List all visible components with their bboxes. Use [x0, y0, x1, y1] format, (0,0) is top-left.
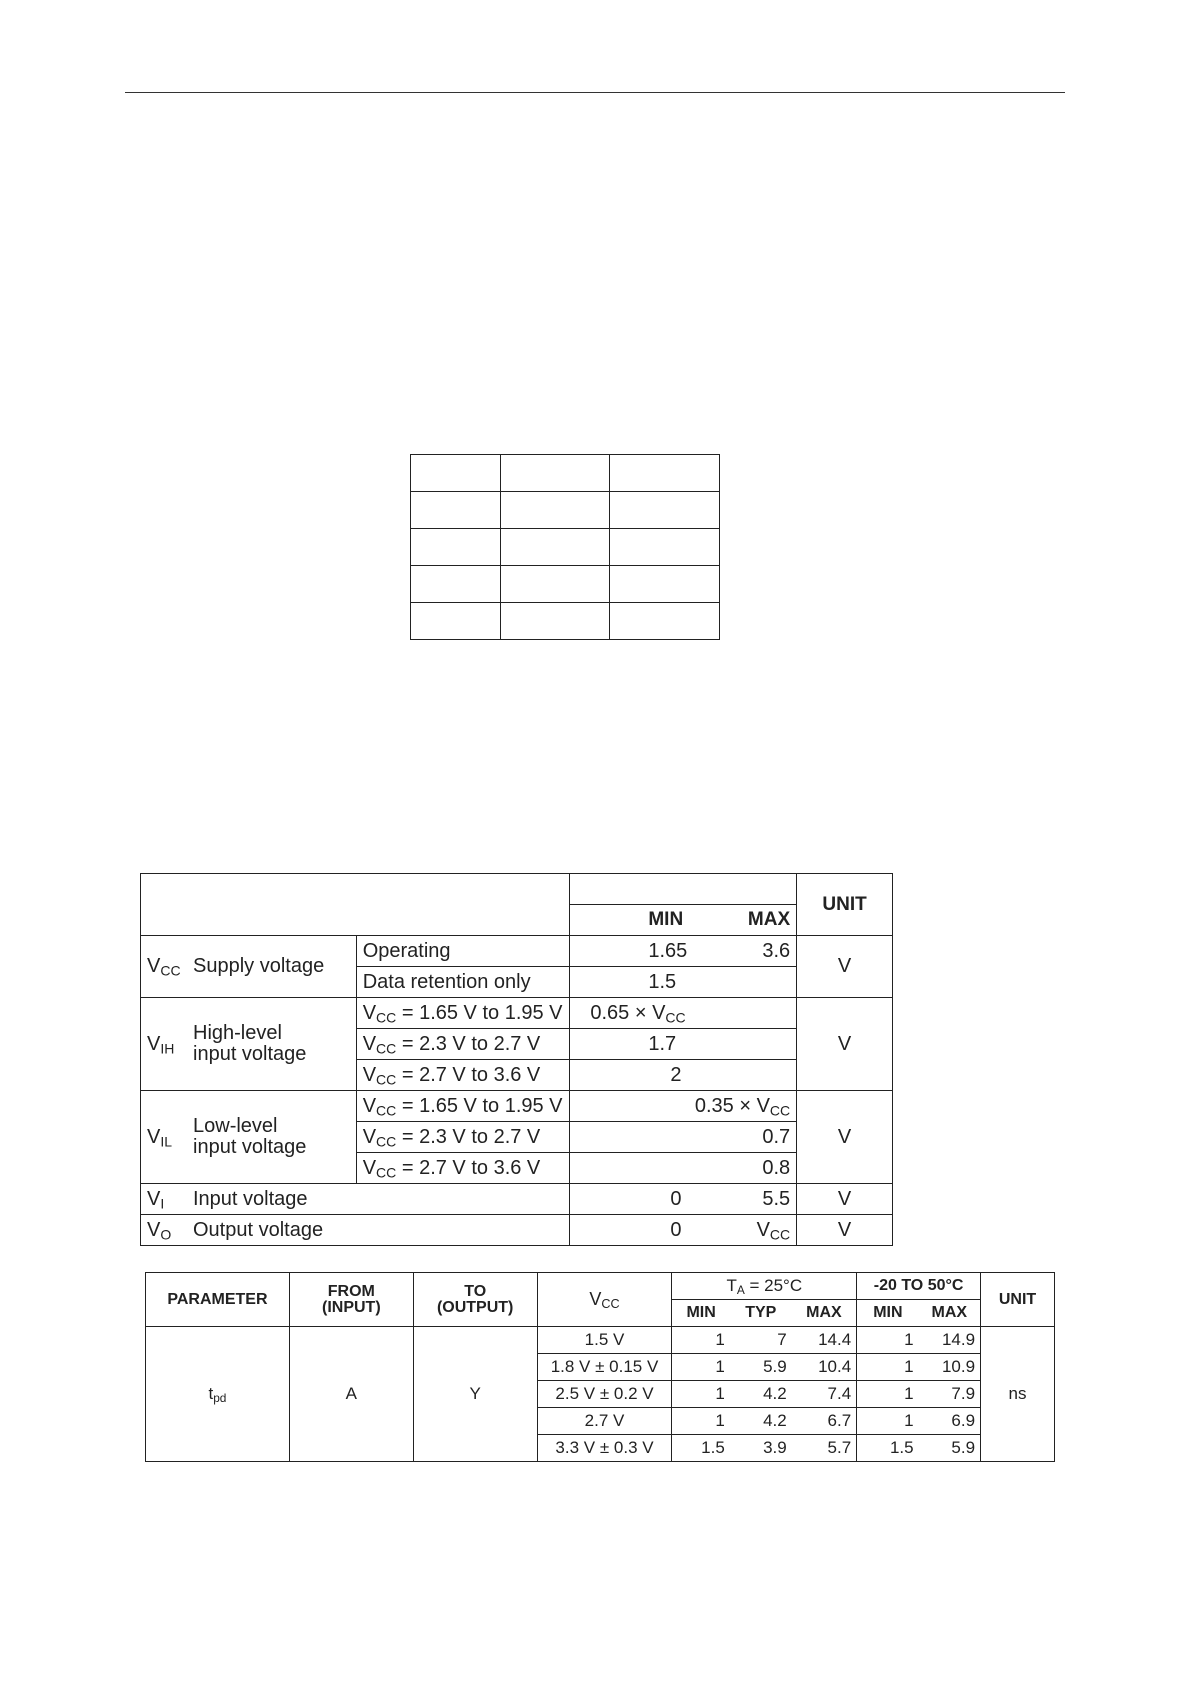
min-max: 0 5.5 [570, 1184, 797, 1215]
condition: Data retention only [356, 967, 570, 998]
switching-characteristics-table [145, 1272, 1055, 1462]
unit: V [797, 998, 893, 1091]
header-ta: $T_A = 25^\circ C$ [672, 1273, 857, 1300]
header-to: TO (OUTPUT) [413, 1273, 537, 1327]
header-min-max: MIN MAX [570, 905, 797, 936]
min-value: 2 [570, 1060, 797, 1091]
header-typ: TYP [730, 1300, 792, 1327]
table-header-row [141, 874, 893, 905]
unit: V [797, 1091, 893, 1184]
vcc-condition: 2.7 V [537, 1408, 672, 1435]
header-parameter: PARAMETER [146, 1273, 290, 1327]
table-header-row [146, 1273, 1055, 1300]
table-row [141, 1091, 893, 1122]
condition: $V_{CC} = 2.7$ V to 3.6 V [356, 1060, 570, 1091]
from-input: A [289, 1327, 413, 1462]
table-row: 2.7 V 1 4.2 6.7 1 6.9 [146, 1408, 1055, 1435]
table-row: 3.3 V ± 0.3 V 1.5 3.9 5.7 1.5 5.9 [146, 1435, 1055, 1462]
condition: $V_{CC} = 2.3$ V to 2.7 V [356, 1029, 570, 1060]
vil-parameter: $V_{IL}$ Low-level input voltage [141, 1091, 357, 1184]
recommended-operating-conditions-table [140, 873, 893, 1246]
vcc-condition: 3.3 V ± 0.3 V [537, 1435, 672, 1462]
min-max: 0 $V_{CC}$ [570, 1215, 797, 1246]
min-max: 1.65 3.6 [570, 936, 797, 967]
table-row: 2.5 V ± 0.2 V 1 4.2 7.4 1 7.9 [146, 1381, 1055, 1408]
header-unit: UNIT [797, 874, 893, 936]
max-value: 0.7 [570, 1122, 797, 1153]
condition: $V_{CC} = 1.65$ V to 1.95 V [356, 1091, 570, 1122]
header-unit: UNIT [981, 1273, 1055, 1327]
vcc-condition: 1.5 V [537, 1327, 672, 1354]
header-max: MAX [919, 1300, 981, 1327]
parameter-tpd: $t_{pd}$ [146, 1327, 290, 1462]
condition: $V_{CC} = 2.3$ V to 2.7 V [356, 1122, 570, 1153]
table-row [411, 492, 720, 529]
table-row [411, 603, 720, 640]
min-value: $0.65 \times V_{CC}$ [570, 998, 797, 1029]
vcc-condition: 2.5 V ± 0.2 V [537, 1381, 672, 1408]
to-output: Y [413, 1327, 537, 1462]
vcc-condition: 1.8 V ± 0.15 V [537, 1354, 672, 1381]
empty-table [410, 454, 720, 640]
header-min: MIN [857, 1300, 919, 1327]
condition: Operating [356, 936, 570, 967]
max-value: $0.35 \times V_{CC}$ [570, 1091, 797, 1122]
min-max: 1.5 [570, 967, 797, 998]
table-row [411, 529, 720, 566]
vi-parameter: $V_I$ Input voltage [141, 1184, 570, 1215]
unit: V [797, 1215, 893, 1246]
vcc-parameter: $V_{CC}$ Supply voltage [141, 936, 357, 998]
table-row [141, 1184, 893, 1215]
condition: $V_{CC} = 1.65$ V to 1.95 V [356, 998, 570, 1029]
unit: ns [981, 1327, 1055, 1462]
condition: $V_{CC} = 2.7$ V to 3.6 V [356, 1153, 570, 1184]
table-row [411, 566, 720, 603]
table-row: $t_{pd}$ A Y 1.5 V 1 7 14.4 1 14.9 ns [146, 1327, 1055, 1354]
header-from: FROM (INPUT) [289, 1273, 413, 1327]
table-row: 1.8 V ± 0.15 V 1 5.9 10.4 1 10.9 [146, 1354, 1055, 1381]
vih-parameter: $V_{IH}$ High-level input voltage [141, 998, 357, 1091]
header-blank-top [570, 874, 797, 905]
header-temp-range: -20 TO 50°C [857, 1273, 981, 1300]
header-max: MAX [792, 1300, 857, 1327]
unit: V [797, 1184, 893, 1215]
vo-parameter: $V_O$ Output voltage [141, 1215, 570, 1246]
table-row [141, 1215, 893, 1246]
header-rule [125, 92, 1065, 93]
min-value: 1.7 [570, 1029, 797, 1060]
header-blank [141, 874, 570, 936]
header-vcc: $V_{CC}$ [537, 1273, 672, 1327]
table-row [411, 455, 720, 492]
table-row [141, 998, 893, 1029]
max-value: 0.8 [570, 1153, 797, 1184]
table-row [141, 936, 893, 967]
unit: V [797, 936, 893, 998]
header-min: MIN [672, 1300, 730, 1327]
